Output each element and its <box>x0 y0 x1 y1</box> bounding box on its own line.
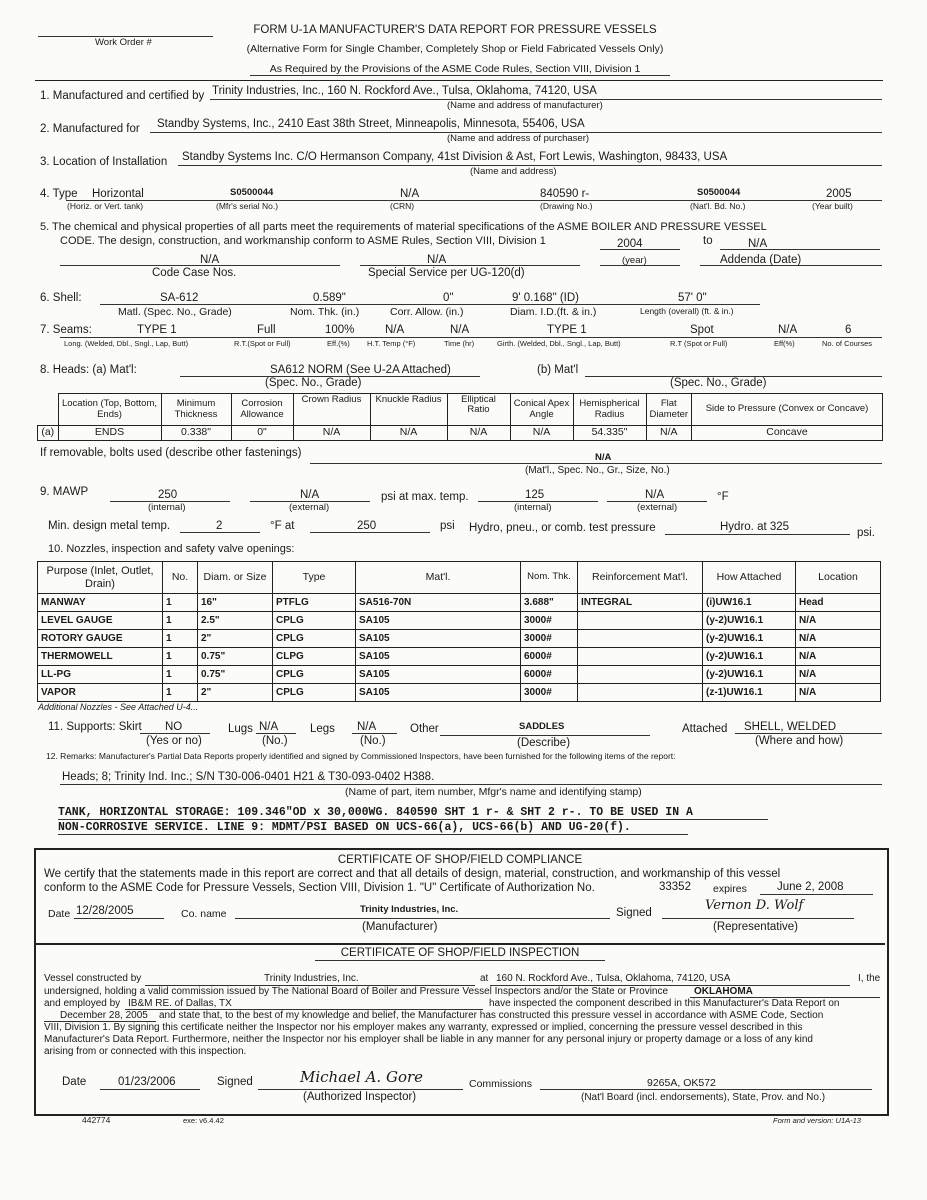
nozzle-cell: SA105 <box>356 612 521 630</box>
nozzle-cell: CLPG <box>273 648 356 666</box>
girth-rt-value: Spot <box>690 324 714 336</box>
removable-label: If removable, bolts used (describe other fastenings) <box>40 447 302 459</box>
inspection-line-6: Manufacturer's Data Report. Furthermore, neither the Inspector nor his employer shall be liable in any manner for any personal injury or property damage or a loss of any kind <box>44 1034 813 1045</box>
heads-cell: Concave <box>692 426 883 441</box>
removable-caption: (Mat'l., Spec. No., Gr., Size, No.) <box>525 465 670 476</box>
head-matl-a-caption: (Spec. No., Grade) <box>265 377 362 389</box>
nozzle-row <box>38 684 881 702</box>
year-caption: (Year built) <box>812 201 853 211</box>
heads-cell: N/A <box>293 426 370 441</box>
nozzle-header-no: No. <box>163 562 198 594</box>
ht-temp-caption: H.T. Temp (°F) <box>367 339 416 348</box>
to-label: to <box>703 235 713 247</box>
nozzle-cell <box>578 684 703 702</box>
item7-label: 7. Seams: <box>40 324 92 336</box>
nozzle-cell: LL-PG <box>38 666 163 684</box>
nozzle-cell: 1 <box>163 612 198 630</box>
expires-label: expires <box>713 883 747 895</box>
temp-external-caption: (external) <box>637 502 678 513</box>
removable-value: N/A <box>595 452 612 463</box>
nozzle-cell: VAPOR <box>38 684 163 702</box>
shell-length-caption: Length (overall) (ft. & in.) <box>640 306 734 316</box>
constructed-by-label: Vessel constructed by <box>44 973 142 984</box>
test-pressure-value: Hydro. at 325 <box>720 521 790 533</box>
special-service-caption: Special Service per UG-120(d) <box>368 267 525 279</box>
nozzle-cell: 3000# <box>521 630 578 648</box>
heads-header-thickness: Minimum Thickness <box>161 394 231 426</box>
nozzle-header-size: Diam. or Size <box>198 562 273 594</box>
remarks-parts-caption: (Name of part, item number, Mfgr's name and identifying stamp) <box>345 786 642 798</box>
inspection-date-value: December 28, 2005 <box>60 1010 148 1021</box>
remarks-line-2: NON-CORROSIVE SERVICE. LINE 9: MDMT/PSI BASED ON UCS-66(a), UCS-66(b) AND UG-20(f). <box>58 821 631 834</box>
nozzle-cell: CPLG <box>273 684 356 702</box>
psi-label: psi <box>440 520 455 532</box>
nozzle-cell: CPLG <box>273 612 356 630</box>
nozzle-header-attached: How Attached <box>703 562 796 594</box>
heads-header-conical: Conical Apex Angle <box>510 394 573 426</box>
shell-corr-value: 0" <box>443 292 454 304</box>
commissions-caption: (Nat'l Board (incl. endorsements), State, Prov. and No.) <box>581 1092 826 1103</box>
nozzle-cell <box>578 666 703 684</box>
other-value: SADDLES <box>519 721 565 732</box>
long-rt-value: Full <box>257 324 276 336</box>
item2-label: 2. Manufactured for <box>40 123 140 135</box>
nozzle-cell: 3000# <box>521 612 578 630</box>
inspection-line-3: have inspected the component described in this Manufacturer's Data Report on <box>489 998 840 1009</box>
nozzle-cell: (z-1)UW16.1 <box>703 684 796 702</box>
heads-table <box>37 393 883 441</box>
shell-diam-value: 9' 0.168" (ID) <box>512 292 580 304</box>
nozzle-cell: SA105 <box>356 666 521 684</box>
compliance-text-1: We certify that the statements made in this report are correct and that all details of design, material, construction, and workmanship of this vessel <box>44 868 781 880</box>
item10-label: 10. Nozzles, inspection and safety valve openings: <box>48 543 295 555</box>
nozzle-cell: MANWAY <box>38 594 163 612</box>
form-subtitle-2: As Required by the Provisions of the ASME Code Rules, Section VIII, Division 1 <box>269 63 641 75</box>
item4-label: 4. Type <box>40 188 78 200</box>
employed-by-label: and employed by <box>44 998 121 1009</box>
form-subtitle: (Alternative Form for Single Chamber, Completely Shop or Field Fabricated Vessels Only) <box>246 43 664 55</box>
nozzle-cell: CPLG <box>273 630 356 648</box>
temp-internal-value: 125 <box>525 489 545 501</box>
footer-form-version: Form and version: U1A-13 <box>773 1116 861 1125</box>
nozzle-cell: N/A <box>796 630 881 648</box>
mdmt-label: Min. design metal temp. <box>48 520 171 532</box>
heads-cell: ENDS <box>58 426 161 441</box>
province-value: OKLAHOMA <box>694 986 753 997</box>
ht-time-value: N/A <box>450 324 470 336</box>
nozzle-header-type: Type <box>273 562 356 594</box>
heads-cell: 54.335" <box>573 426 646 441</box>
heads-header-flat: Flat Diameter <box>646 394 692 426</box>
serial-value: S0500044 <box>230 187 274 198</box>
inspection-signed-label: Signed <box>217 1076 253 1088</box>
year-built-value: 2005 <box>826 188 852 200</box>
girth-eff-caption: Eff(%) <box>774 339 795 348</box>
shell-matl-caption: Matl. (Spec. No., Grade) <box>118 306 232 318</box>
nozzle-cell: (i)UW16.1 <box>703 594 796 612</box>
nozzle-row <box>38 648 881 666</box>
long-rt-caption: R.T.(Spot or Full) <box>234 339 291 348</box>
nozzle-cell: CPLG <box>273 666 356 684</box>
nozzle-cell: (y-2)UW16.1 <box>703 612 796 630</box>
nozzle-cell: 3000# <box>521 684 578 702</box>
ht-temp-value: N/A <box>385 324 405 336</box>
purchaser-caption: (Name and address of purchaser) <box>447 133 590 144</box>
manufacturer-value: Trinity Industries, Inc., 160 N. Rockford Ave., Tulsa, Oklahoma, 74120, USA <box>212 85 597 97</box>
nozzle-header-matl: Mat'l. <box>356 562 521 594</box>
heads-cell: N/A <box>447 426 510 441</box>
nozzle-cell: N/A <box>796 684 881 702</box>
attached-label: Attached <box>682 723 728 735</box>
nozzle-cell: N/A <box>796 666 881 684</box>
attached-value: SHELL, WELDED <box>744 721 837 733</box>
nozzle-cell: 3.688" <box>521 594 578 612</box>
installation-value: Standby Systems Inc. C/O Hermanson Company, 41st Division & Ast, Fort Lewis, Washington, 98433, USA <box>182 151 728 163</box>
nozzle-cell: 0.75" <box>198 648 273 666</box>
inspection-line-2: undersigned, holding a valid commission issued by The National Board of Boiler and Pressure Vessel Inspectors and/or the State or Province <box>44 986 669 997</box>
additional-nozzles-note: Additional Nozzles - See Attached U-4... <box>38 702 199 712</box>
heads-cell: N/A <box>370 426 447 441</box>
mawp-external-caption: (external) <box>289 502 330 513</box>
nozzle-cell: N/A <box>796 612 881 630</box>
nozzle-cell: N/A <box>796 648 881 666</box>
nozzle-header-reinforcement: Reinforcement Mat'l. <box>578 562 703 594</box>
legs-label: Legs <box>310 723 335 735</box>
test-pressure-label: Hydro, pneu., or comb. test pressure <box>469 522 656 534</box>
f-at-label: °F at <box>270 520 295 532</box>
authorization-number: 33352 <box>659 881 691 893</box>
nozzle-cell: SA105 <box>356 684 521 702</box>
nozzle-cell: 1 <box>163 684 198 702</box>
heads-cell: N/A <box>510 426 573 441</box>
long-seam-caption: Long. (Welded, Dbl., Sngl., Lap, Butt) <box>64 339 189 348</box>
inspection-sign-date-value: 01/23/2006 <box>118 1076 176 1088</box>
addenda-value: N/A <box>748 238 768 250</box>
inspection-line-4: and state that, to the best of my knowledge and belief, the Manufacturer has constructed this pressure vessel in accordance with ASME Code, Section <box>159 1010 824 1021</box>
footer-exe-version: exe: v6.4.42 <box>183 1116 224 1125</box>
nozzle-cell: LEVEL GAUGE <box>38 612 163 630</box>
nozzle-row <box>38 630 881 648</box>
at-value: 160 N. Rockford Ave., Tulsa, Oklahoma, 74120, USA <box>496 973 731 984</box>
nozzle-cell: SA105 <box>356 630 521 648</box>
year-caption-5: (year) <box>622 255 647 266</box>
deg-f-label: °F <box>717 491 729 503</box>
nozzle-cell: INTEGRAL <box>578 594 703 612</box>
item9-label: 9. MAWP <box>40 486 89 498</box>
courses-caption: No. of Courses <box>822 339 873 348</box>
psi-label-2: psi. <box>857 527 875 539</box>
temp-internal-caption: (internal) <box>514 502 552 513</box>
temp-external-value: N/A <box>645 489 665 501</box>
inspection-line-5: VIII, Division 1. By signing this certificate neither the Inspector nor his employer makes any warranty, expressed or implied, concerning the pressure vessel described in this <box>44 1022 803 1033</box>
girth-seam-value: TYPE 1 <box>547 324 587 336</box>
natl-bd-value: S0500044 <box>697 187 741 198</box>
heads-header-location: Location (Top, Bottom, Ends) <box>58 394 161 426</box>
attached-caption: (Where and how) <box>755 735 844 747</box>
nozzle-cell: 0.75" <box>198 666 273 684</box>
shell-thk-value: 0.589" <box>313 292 346 304</box>
item6-label: 6. Shell: <box>40 292 82 304</box>
nozzle-row <box>38 612 881 630</box>
nozzle-cell: PTFLG <box>273 594 356 612</box>
nozzle-cell: 6000# <box>521 666 578 684</box>
legs-value: N/A <box>357 721 377 733</box>
inspector-signature: Michael A. Gore <box>300 1068 424 1086</box>
heads-header-side: Side to Pressure (Convex or Concave) <box>692 394 883 426</box>
constructed-by-value: Trinity Industries, Inc. <box>264 973 359 984</box>
item3-label: 3. Location of Installation <box>40 156 168 168</box>
heads-header-corrosion: Corrosion Allowance <box>231 394 293 426</box>
nozzle-cell: 1 <box>163 594 198 612</box>
remarks-line-1: TANK, HORIZONTAL STORAGE: 109.346"OD x 30,000WG. 840590 SHT 1 r- & SHT 2 r-. TO BE USED IN A <box>58 806 693 819</box>
mawp-internal-value: 250 <box>158 489 178 501</box>
addenda-caption: Addenda (Date) <box>720 254 802 266</box>
code-case-caption: Code Case Nos. <box>152 267 237 279</box>
co-name-label: Co. name <box>181 908 227 920</box>
courses-value: 6 <box>845 324 852 336</box>
lugs-value: N/A <box>259 721 279 733</box>
heads-cell: 0" <box>231 426 293 441</box>
crn-value: N/A <box>400 188 420 200</box>
item5-text2: CODE. The design, construction, and workmanship conform to ASME Rules, Section VIII, Division 1 <box>60 235 546 247</box>
nozzle-cell: THERMOWELL <box>38 648 163 666</box>
item12-label: 12. Remarks: Manufacturer's Partial Data Reports properly identified and signed by Commissioned Inspectors, have been furnished for the following items of the report: <box>46 751 676 761</box>
work-order-label: Work Order # <box>95 37 152 48</box>
code-case-value: N/A <box>200 254 220 266</box>
heads-row-a: (a) <box>38 426 59 441</box>
long-eff-value: 100% <box>325 324 355 336</box>
inspection-date-label: Date <box>62 1076 87 1088</box>
nozzle-cell <box>578 612 703 630</box>
employer-value: IB&M RE. of Dallas, TX <box>128 998 232 1009</box>
nozzle-cell: 2.5" <box>198 612 273 630</box>
nozzle-cell <box>578 648 703 666</box>
long-seam-value: TYPE 1 <box>137 324 177 336</box>
drawing-caption: (Drawing No.) <box>540 201 593 211</box>
heads-cell: N/A <box>646 426 692 441</box>
crn-caption: (CRN) <box>390 201 415 211</box>
girth-rt-caption: R.T (Spot or Full) <box>670 339 728 348</box>
heads-header-knuckle: Knuckle Radius <box>370 394 447 426</box>
form-title: FORM U-1A MANUFACTURER'S DATA REPORT FOR PRESSURE VESSELS <box>253 24 657 36</box>
skirt-value: NO <box>165 721 183 733</box>
mawp-external-value: N/A <box>300 489 320 501</box>
nozzle-row <box>38 666 881 684</box>
shop-compliance-title: CERTIFICATE OF SHOP/FIELD COMPLIANCE <box>337 854 583 866</box>
nozzle-cell: SA105 <box>356 648 521 666</box>
nozzle-cell: ROTORY GAUGE <box>38 630 163 648</box>
shell-length-value: 57' 0" <box>678 292 707 304</box>
ht-time-caption: Time (hr) <box>444 339 475 348</box>
girth-seam-caption: Girth. (Welded, Dbl., Sngl., Lap, Butt) <box>497 339 621 348</box>
other-caption: (Describe) <box>517 737 571 749</box>
mdmt-psi-value: 250 <box>357 520 377 532</box>
type-caption: (Horiz. or Vert. tank) <box>67 201 144 211</box>
shell-diam-caption: Diam. I.D.(ft. & in.) <box>510 306 597 318</box>
lugs-label: Lugs <box>228 723 253 735</box>
compliance-date-label: Date <box>48 908 71 920</box>
drawing-value: 840590 r- <box>540 188 590 200</box>
item1-label: 1. Manufactured and certified by <box>40 90 205 102</box>
nozzle-cell: 2" <box>198 684 273 702</box>
nozzle-cell: (y-2)UW16.1 <box>703 630 796 648</box>
co-name-value: Trinity Industries, Inc. <box>360 904 459 915</box>
skirt-caption: (Yes or no) <box>146 735 202 747</box>
nozzle-cell: 6000# <box>521 648 578 666</box>
nozzle-header-location: Location <box>796 562 881 594</box>
compliance-date-value: 12/28/2005 <box>76 905 134 917</box>
heads-header-hemispherical: Hemispherical Radius <box>573 394 646 426</box>
item5-text1: 5. The chemical and physical properties of all parts meet the requirements of material specifications of the ASME BOILER AND PRESSURE VESSEL <box>40 221 767 233</box>
shell-corr-caption: Corr. Allow. (in.) <box>390 306 464 318</box>
representative-caption: (Representative) <box>713 921 799 933</box>
shop-inspection-title: CERTIFICATE OF SHOP/FIELD INSPECTION <box>340 947 580 959</box>
long-eff-caption: Eff.(%) <box>327 339 350 348</box>
heads-cell: 0.338" <box>161 426 231 441</box>
footer-id: 442774 <box>82 1115 111 1125</box>
nozzle-cell: 1 <box>163 648 198 666</box>
nozzle-cell <box>578 630 703 648</box>
nozzle-cell: (y-2)UW16.1 <box>703 648 796 666</box>
manufacturer-caption: (Name and address of manufacturer) <box>447 100 603 111</box>
signed-label: Signed <box>616 907 652 919</box>
nozzle-header-purpose: Purpose (Inlet, Outlet, Drain) <box>38 562 163 594</box>
serial-caption: (Mfr's serial No.) <box>216 201 279 211</box>
nozzle-cell: 1 <box>163 666 198 684</box>
installation-caption: (Name and address) <box>470 166 557 177</box>
code-year-value: 2004 <box>617 238 643 250</box>
remarks-parts-value: Heads; 8; Trinity Ind. Inc.; S/N T30-006-0401 H21 & T30-093-0402 H388. <box>62 771 435 783</box>
item8-label: 8. Heads: (a) Mat'l: <box>40 364 137 376</box>
legs-caption: (No.) <box>360 735 386 747</box>
head-matl-a-value: SA612 NORM (See U-2A Attached) <box>270 364 451 376</box>
item11-label: 11. Supports: Skirt <box>48 721 142 733</box>
head-matl-b-caption: (Spec. No., Grade) <box>670 377 767 389</box>
commissions-label: Commissions <box>469 1078 533 1090</box>
compliance-text-2: conform to the ASME Code for Pressure Vessels, Section VIII, Division 1. "U" Certificate of Authorization No. <box>44 882 595 894</box>
girth-eff-value: N/A <box>778 324 798 336</box>
at-label: at <box>480 973 489 984</box>
inspection-line-7: arising from or connected with this inspection. <box>44 1046 247 1057</box>
mawp-internal-caption: (internal) <box>148 502 186 513</box>
heads-header-elliptical: Elliptical Ratio <box>447 394 510 426</box>
nozzle-row <box>38 594 881 612</box>
representative-signature: Vernon D. Wolf <box>705 898 804 913</box>
nozzle-cell: 2" <box>198 630 273 648</box>
lugs-caption: (No.) <box>262 735 288 747</box>
type-value: Horizontal <box>92 188 144 200</box>
i-the-label: I, the <box>858 973 881 984</box>
mdmt-value: 2 <box>216 520 223 532</box>
authorized-inspector-caption: (Authorized Inspector) <box>303 1091 417 1103</box>
nozzle-cell: 16" <box>198 594 273 612</box>
nozzles-table <box>37 561 881 702</box>
heads-header-crown: Crown Radius <box>293 394 370 426</box>
other-label: Other <box>410 723 439 735</box>
nozzle-cell: 1 <box>163 630 198 648</box>
special-service-value: N/A <box>427 254 447 266</box>
expires-value: June 2, 2008 <box>777 881 844 893</box>
nozzle-cell: (y-2)UW16.1 <box>703 666 796 684</box>
natl-caption: (Nat'l. Bd. No.) <box>690 201 746 211</box>
head-matl-b-label: (b) Mat'l <box>537 364 579 376</box>
nozzle-cell: Head <box>796 594 881 612</box>
commissions-value: 9265A, OK572 <box>647 1077 716 1089</box>
manufacturer-caption-cert: (Manufacturer) <box>362 921 438 933</box>
shell-matl-value: SA-612 <box>160 292 199 304</box>
max-temp-label: psi at max. temp. <box>381 491 469 503</box>
purchaser-value: Standby Systems, Inc., 2410 East 38th Street, Minneapolis, Minnesota, 55406, USA <box>157 118 585 130</box>
nozzle-cell: SA516-70N <box>356 594 521 612</box>
nozzle-header-thk: Nom. Thk. <box>521 562 578 594</box>
shell-thk-caption: Nom. Thk. (in.) <box>290 306 360 318</box>
